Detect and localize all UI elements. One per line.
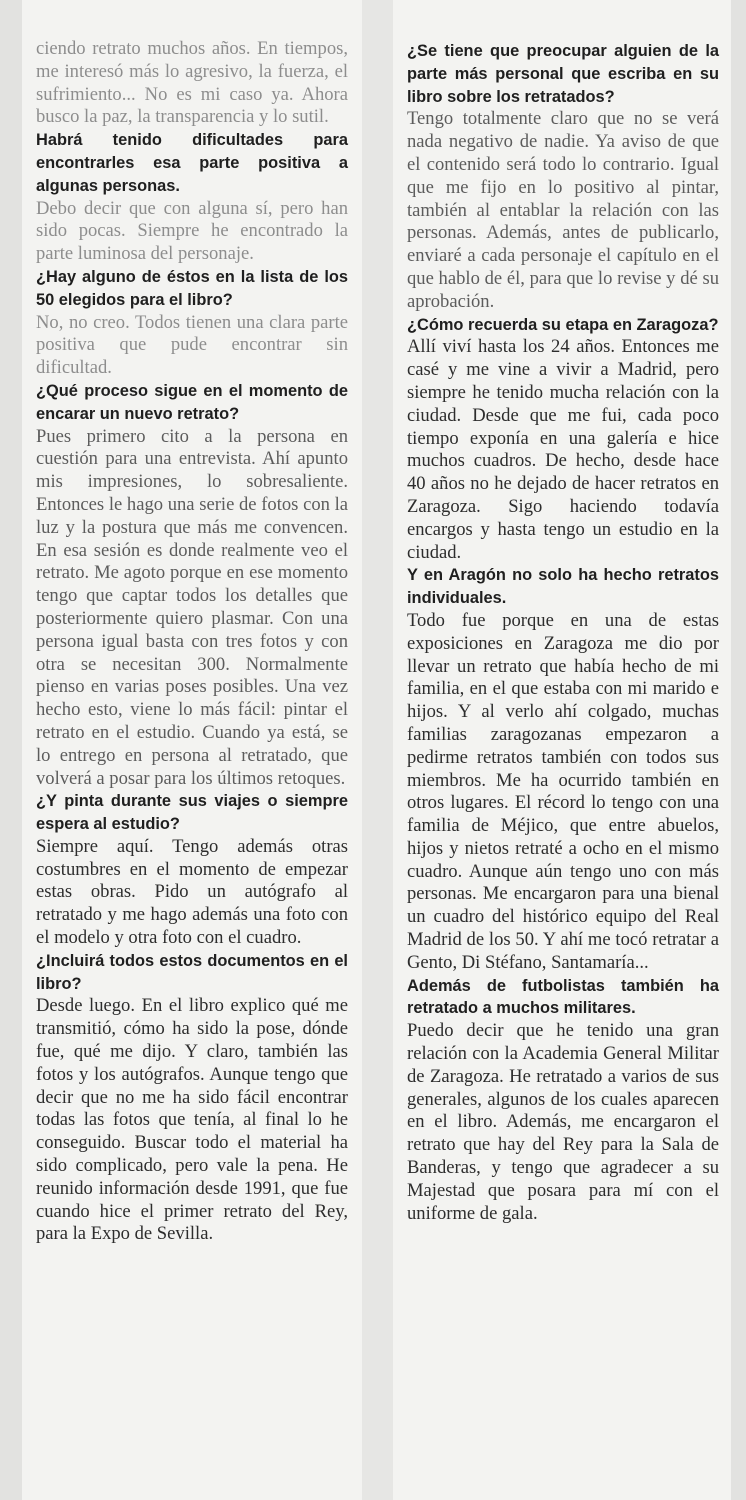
- left-column: [22, 0, 362, 1500]
- answer-paragraph: Debo decir que con alguna sí, pero han sido pocas. Siempre he encontrado la parte luminosa del personaje.: [36, 197, 348, 265]
- question-heading: Y en Aragón no solo ha hecho retratos individuales.: [407, 566, 719, 608]
- answer-paragraph: Todo fue porque en una de estas exposiciones en Zaragoza me dio por llevar un retrato que había hecho de mi familia, en el que estaba con mi marido e hijos. Y al verlo ahí colgado, muchas familias zaragozanas empezaron a pedirme retratos también con todos sus miembros. Me ha ocurrido también en otros lugares. El récord lo tengo con una familia de Méjico, que entre abuelos, hijos y nietos retraté a ocho en el mismo cuadro. Aunque aún tengo uno con más personas. Me encargaron para una bienal un cuadro del histórico equipo del Real Madrid de los 50. Y ahí me tocó retratar a Gento, Di Stéfano, Santamaría...: [407, 609, 719, 973]
- answer-paragraph: Allí viví hasta los 24 años. Entonces me casé y me vine a vivir a Madrid, pero siempre he tenido mucha relación con la ciudad. Desde que me fui, cada poco tiempo exponía en una galería e hice muchos cuadros. De hecho, desde hace 40 años no he dejado de hacer retratos en Zaragoza. Sigo haciendo todavía encargos y hasta tengo un estudio en la ciudad.: [407, 336, 719, 563]
- question-heading: ¿Y pinta durante sus viajes o siempre espera al estudio?: [36, 792, 348, 834]
- question-heading: ¿Incluirá todos estos documentos en el libro?: [36, 951, 348, 993]
- answer-paragraph: Tengo totalmente claro que no se verá nada negativo de nadie. Ya aviso de que el contenido será todo lo contrario. Igual que me fijo en lo positivo al pintar, también al entablar la relación con las personas. Además, antes de publicarlo, enviaré a cada personaje el capítulo en el que hablo de él, para que lo revise y dé su aprobación.: [407, 108, 719, 312]
- question-heading: ¿Hay alguno de éstos en la lista de los 50 elegidos para el libro?: [36, 267, 348, 309]
- page-margin-right: [731, 0, 746, 1500]
- answer-paragraph: Puedo decir que he tenido una gran relación con la Academia General Militar de Zaragoza. He retratado a varios de sus generales, algunos de los cuales aparecen en el libro. Además, me encargaron el retrato que hay del Rey para la Sala de Banderas, y tengo que agradecer a su Majestad que posara para mí con el uniforme de gala.: [407, 1020, 719, 1224]
- page-margin-left: [0, 0, 22, 1500]
- question-heading: Habrá tenido dificultades para encontrarles esa parte positiva a algunas personas.: [36, 131, 348, 195]
- question-heading: ¿Se tiene que preocupar alguien de la parte más personal que escriba en su libro sobre los retratados?: [407, 42, 719, 106]
- answer-paragraph: Desde luego. En el libro explico qué me transmitió, cómo ha sido la pose, dónde fue, qué me dijo. Y claro, también las fotos y los autógrafos. Aunque tengo que decir que no me ha sido fácil encontrar todas las fotos que tenía, al final lo he conseguido. Buscar todo el material ha sido complicado, pero vale la pena. He reunido información desde 1991, que fue cuando hice el primer retrato del Rey, para la Expo de Sevilla.: [36, 995, 348, 1245]
- column-gutter: [362, 0, 393, 1500]
- right-column: [393, 0, 731, 1500]
- question-heading: ¿Cómo recuerda su etapa en Zaragoza?: [407, 315, 719, 334]
- question-heading: Además de futbolistas también ha retratado a muchos militares.: [407, 976, 719, 1018]
- answer-paragraph: ciendo retrato muchos años. En tiempos, me interesó más lo agresivo, la fuerza, el sufrimiento... No es mi caso ya. Ahora busco la paz, la transparencia y lo sutil.: [36, 38, 348, 128]
- answer-paragraph: No, no creo. Todos tienen una clara parte positiva que pude encontrar sin dificultad.: [36, 311, 348, 379]
- answer-paragraph: Pues primero cito a la persona en cuestión para una entrevista. Ahí apunto mis impresiones, lo sobresaliente. Entonces le hago una serie de fotos con la luz y la postura que más me convencen. En esa sesión es donde realmente veo el retrato. Me agoto porque en ese momento tengo que captar todos los detalles que posteriormente quiero plasmar. Con una persona igual basta con tres fotos y con otra se necesitan 300. Normalmente pienso en varias poses posibles. Una vez hecho esto, viene lo más fácil: pintar el retrato en el estudio. Cuando ya está, se lo entrego en persona al retratado, que volverá a posar para los últimos retoques.: [36, 425, 348, 789]
- question-heading: ¿Qué proceso sigue en el momento de encarar un nuevo retrato?: [36, 381, 348, 423]
- answer-paragraph: Siempre aquí. Tengo además otras costumbres en el momento de empezar estas obras. Pido un autógrafo al retratado y me hago además una foto con el modelo y otra foto con el cuadro.: [36, 835, 348, 949]
